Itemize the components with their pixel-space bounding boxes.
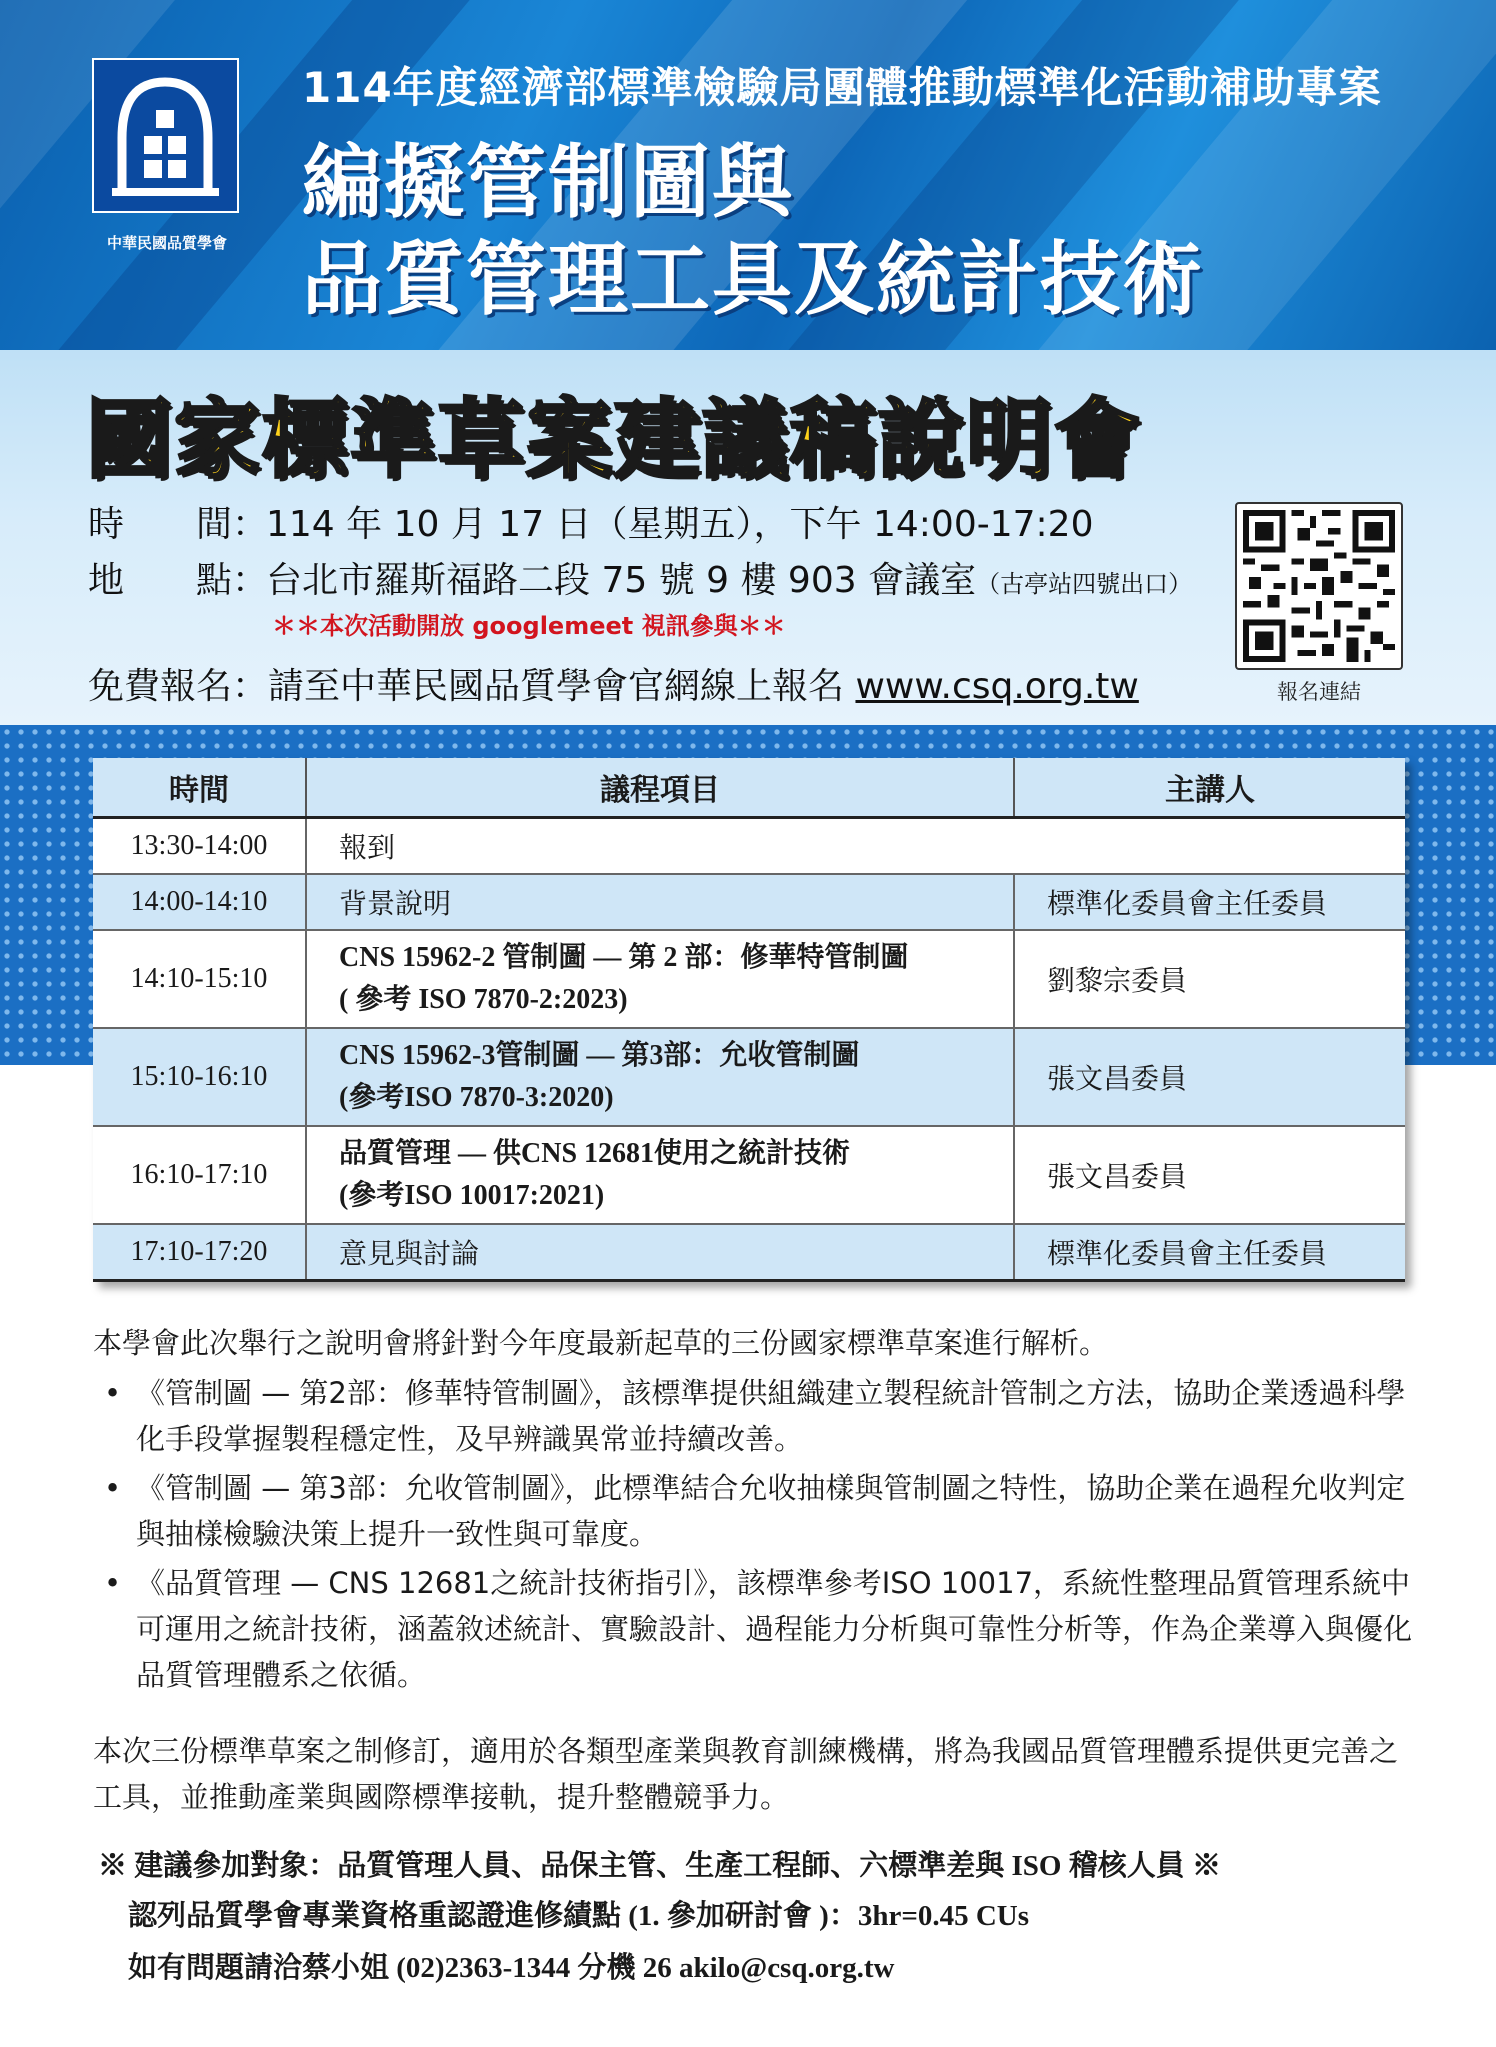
table-row	[93, 1224, 1405, 1281]
table-row	[93, 1028, 1405, 1126]
row-item-title: CNS 15962-3管制圖 — 第3部：允收管制圖	[339, 1040, 860, 1071]
row-time: 13:30-14:00	[93, 818, 306, 875]
online-note: ＊＊本次活動開放 googlemeet 視訊參與＊＊	[272, 612, 786, 640]
register-link[interactable]: www.csq.org.tw	[855, 666, 1139, 707]
row-time: 14:00-14:10	[93, 874, 306, 930]
registration-qr-code[interactable]	[1235, 502, 1403, 670]
row-item-title: 品質管理 — 供CNS 12681使用之統計技術	[339, 1138, 851, 1169]
registration	[88, 658, 1139, 709]
place-label: 地 點：	[88, 560, 269, 601]
target-audience: ※ 建議參加對象：品質管理人員、品保主管、生產工程師、六標準差與 ISO 稽核人員 ※	[98, 1850, 1221, 1882]
place-note: （古亭站四號出口）	[976, 570, 1193, 598]
closing-paragraph: 本次三份標準草案之制修訂，適用於各類型產業與教育訓練機構，將為我國品質管理體系提供更完善之工具，並推動產業與國際標準接軌，提升整體競爭力。	[93, 1734, 1399, 1814]
row-item	[306, 1028, 1014, 1126]
time-label: 時 間：	[88, 504, 269, 545]
list-item: • 《管制圖 — 第3部：允收管制圖》，此標準結合允收抽樣與管制圖之特性，協助企業在過程允收判定與抽樣檢驗決策上提升一致性與可靠度。	[100, 1465, 1418, 1557]
row-speaker: 張文昌委員	[1014, 1126, 1405, 1224]
row-speaker: 標準化委員會主任委員	[1014, 1224, 1405, 1281]
row-time: 17:10-17:20	[93, 1224, 306, 1281]
row-time: 16:10-17:10	[93, 1126, 306, 1224]
logo-caption: 中華民國品質學會	[106, 234, 227, 252]
row-time: 14:10-15:10	[93, 930, 306, 1028]
main-title-line-1: 編擬管制圖與	[302, 136, 794, 229]
row-item-text: 報到	[339, 831, 396, 864]
event-place	[88, 552, 1192, 603]
list-item: • 《品質管理 — CNS 12681之統計技術指引》，該標準參考ISO 10017，系統性整理品質管理系統中可運用之統計技術，涵蓋敘述統計、實驗設計、過程能力分析與可靠性分析等，作為企業導入與優化品質管理體系之依循。	[100, 1560, 1418, 1698]
row-speaker: 張文昌委員	[1014, 1028, 1405, 1126]
row-item	[306, 818, 1405, 875]
row-item-title: CNS 15962-2 管制圖 — 第 2 部：修華特管制圖	[339, 942, 909, 973]
qr-caption: 報名連結	[1277, 680, 1361, 704]
col-header-speaker: 主講人	[1014, 758, 1405, 818]
list-item: • 《管制圖 — 第2部：修華特管制圖》，該標準提供組織建立製程統計管制之方法，協助企業透過科學化手段掌握製程穩定性，及早辨識異常並持續改善。	[100, 1370, 1418, 1462]
agenda-table	[93, 758, 1405, 1282]
csq-logo	[92, 58, 239, 213]
row-item: 背景說明	[306, 874, 1014, 930]
event-time	[88, 496, 1093, 547]
main-title-line-2: 品質管理工具及統計技術	[302, 233, 1204, 326]
col-header-time: 時間	[93, 758, 306, 818]
contact-info: 如有問題請洽蔡小姐 (02)2363-1344 分機 26 akilo@csq.org.tw	[128, 1952, 895, 1984]
row-item	[306, 1126, 1014, 1224]
row-item	[306, 930, 1014, 1028]
register-label: 免費報名：	[88, 666, 269, 707]
table-row	[93, 874, 1405, 930]
project-subtitle: 114年度經濟部標準檢驗局團體推動標準化活動補助專案	[302, 63, 1382, 112]
register-text: 請至中華民國品質學會官網線上報名	[268, 666, 856, 707]
col-header-item: 議程項目	[306, 758, 1014, 818]
row-item-reference: ( 參考 ISO 7870-2:2023)	[339, 984, 628, 1015]
table-row	[93, 1126, 1405, 1224]
intro-paragraph: 本學會此次舉行之說明會將針對今年度最新起草的三份國家標準草案進行解析。	[93, 1326, 1109, 1360]
table-row	[93, 930, 1405, 1028]
row-time: 15:10-16:10	[93, 1028, 306, 1126]
agenda-header-row	[93, 758, 1405, 818]
row-item-reference: (參考ISO 7870-3:2020)	[339, 1082, 614, 1113]
time-value: 114 年 10 月 17 日（星期五），下午 14:00-17:20	[266, 504, 1094, 545]
row-item: 意見與討論	[306, 1224, 1014, 1281]
cu-credits: 認列品質學會專業資格重認證進修績點 (1. 參加研討會 )：3hr=0.45 CUs	[128, 1900, 1030, 1932]
row-speaker: 標準化委員會主任委員	[1014, 874, 1405, 930]
event-title: 國家標準草案建議稿說明會	[86, 390, 1142, 490]
standards-list	[100, 1370, 1418, 1701]
place-value: 台北市羅斯福路二段 75 號 9 樓 903 會議室	[266, 560, 977, 601]
row-speaker: 劉黎宗委員	[1014, 930, 1405, 1028]
table-row	[93, 818, 1405, 875]
row-item-reference: (參考ISO 10017:2021)	[339, 1180, 605, 1211]
